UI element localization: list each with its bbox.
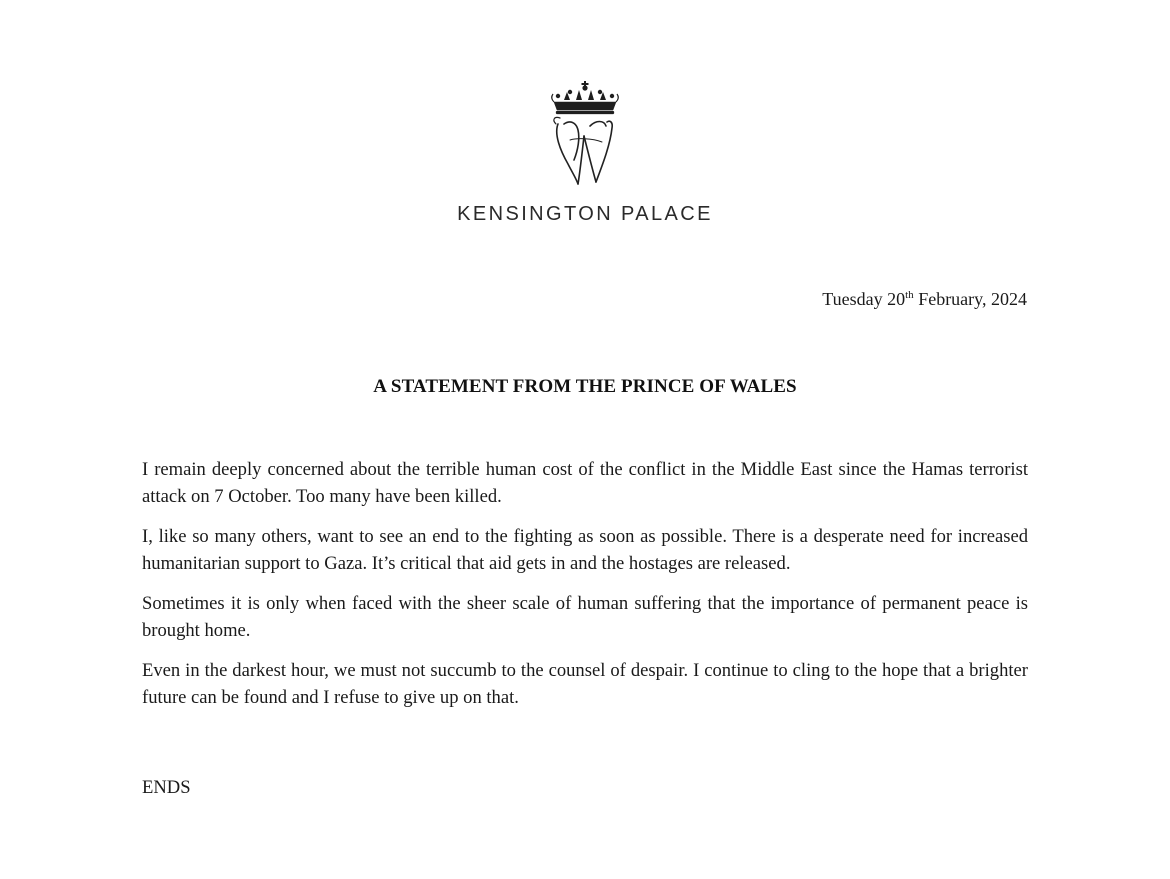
paragraph: Sometimes it is only when faced with the sheer scale of human suffering that the importance of permanent peace is brought home. [142, 593, 1028, 641]
statement-body [142, 456, 1028, 724]
paragraph: Even in the darkest hour, we must not succumb to the counsel of despair. I continue to cling to the hope that a brighter future can be found and I refuse to give up on that. [142, 660, 1028, 708]
date-month-year: February, 2024 [913, 289, 1027, 309]
closing-ends: ENDS [142, 777, 191, 798]
paragraph: I, like so many others, want to see an end to the fighting as soon as possible. There is a desperate need for increased humanitarian support to Gaza. It’s critical that aid gets in and the hostages are released. [142, 526, 1028, 574]
date-day: Tuesday 20 [822, 289, 906, 309]
date-ordinal-suffix: th [905, 289, 914, 301]
letterhead [0, 80, 1170, 226]
document-date [822, 289, 1027, 310]
statement-title: A STATEMENT FROM THE PRINCE OF WALES [373, 376, 797, 397]
paragraph: I remain deeply concerned about the terrible human cost of the conflict in the Middle East since the Hamas terrorist attack on 7 October. Too many have been killed. [142, 459, 1028, 507]
royal-cypher-crown-icon [540, 80, 630, 195]
org-name: KENSINGTON PALACE [457, 203, 713, 225]
